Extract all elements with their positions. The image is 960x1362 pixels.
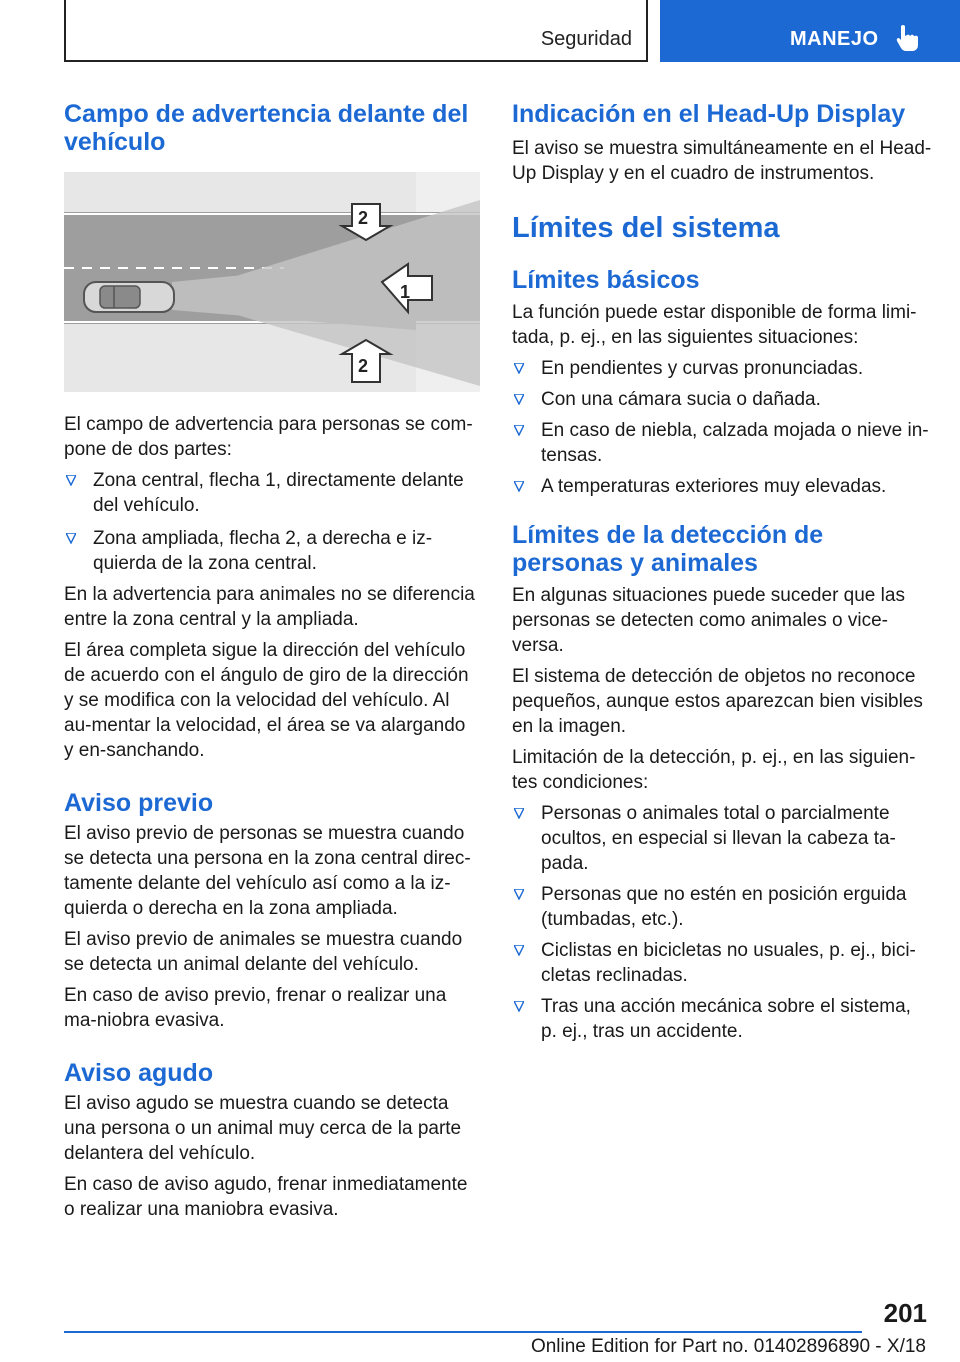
detection-paragraph-2: El sistema de detección de objetos no reconoce pequeños, aunque estos aparezcan bien visibles en la imagen. — [512, 666, 923, 737]
acute-warning-paragraph-2: En caso de aviso agudo, frenar inmediatamente o realizar una maniobra evasiva. — [64, 1174, 468, 1220]
detection-paragraph-1: En algunas situaciones puede suceder que las personas se detecten como animales o vice-versa. — [512, 585, 905, 656]
triangle-bullet-icon — [66, 533, 76, 544]
pre-warning-paragraph-1: El aviso previo de personas se muestra cuando se detecta una persona en la zona central direc-tamente delante del vehículo así como a la iz-quierda o derecha en la zona ampliada. — [64, 823, 471, 919]
list-item-text: Tras una acción mecánica sobre el sistema, p. ej., tras un accidente. — [541, 996, 911, 1042]
list-item-text: Zona central, flecha 1, directamente delante del vehículo. — [93, 470, 464, 516]
header-chapter-title: MANEJO — [790, 28, 879, 50]
arrow-zone-1-label: 1 — [400, 282, 411, 302]
page-number: 201 — [883, 1298, 927, 1328]
triangle-bullet-icon — [514, 945, 524, 956]
list-item — [512, 387, 932, 412]
header-section-box — [64, 0, 648, 62]
list-item-text: En pendientes y curvas pronunciadas. — [541, 358, 864, 379]
list-item — [512, 882, 932, 932]
detection-paragraph-3: Limitación de la detección, p. ej., en las siguien-tes condiciones: — [512, 747, 916, 793]
triangle-bullet-icon — [66, 475, 76, 486]
animals-paragraph: En la advertencia para animales no se diferencia entre la zona central y la ampliada. — [64, 584, 475, 630]
zone-list — [64, 468, 480, 576]
list-item — [64, 526, 480, 576]
list-item — [512, 801, 932, 876]
acute-warning-title: Aviso agudo — [64, 1059, 214, 1087]
list-item-text: Zona ampliada, flecha 2, a derecha e iz-quierda de la zona central. — [93, 528, 433, 574]
list-item — [512, 994, 932, 1044]
right-column — [512, 100, 932, 1044]
list-item — [64, 468, 480, 518]
triangle-bullet-icon — [514, 889, 524, 900]
triangle-bullet-icon — [514, 1001, 524, 1012]
basic-limits-title: Límites básicos — [512, 266, 700, 294]
footer-edition: Online Edition for Part no. 01402896890 - X/18 — [530, 1336, 926, 1357]
list-item-text: Personas que no estén en posición erguida (tumbadas, etc.). — [541, 884, 907, 930]
detection-limits-list — [512, 801, 932, 1044]
triangle-bullet-icon — [514, 394, 524, 405]
warning-field-diagram — [64, 172, 480, 392]
header-chapter-tab[interactable] — [660, 0, 960, 62]
area-paragraph: El área completa sigue la dirección del vehículo de acuerdo con el ángulo de giro de la dirección y se modifica con la velocidad del vehículo. Al au-mentar la velocidad, el área se va alargando y en-sanchando. — [64, 640, 469, 761]
left-column — [64, 100, 480, 1222]
basic-limits-paragraph: La función puede estar disponible de forma limi-tada, p. ej., en las siguientes situaciones: — [512, 302, 917, 348]
pre-warning-paragraph-3: En caso de aviso previo, frenar o realizar una ma-niobra evasiva. — [64, 985, 447, 1031]
pre-warning-title: Aviso previo — [64, 789, 214, 817]
list-item — [512, 356, 932, 381]
warning-field-title: Campo de advertencia delante del vehículo — [64, 100, 469, 156]
list-item — [512, 418, 932, 468]
detection-limits-title: Límites de la detección de personas y animales — [512, 521, 824, 577]
triangle-bullet-icon — [514, 363, 524, 374]
list-item-text: A temperaturas exteriores muy elevadas. — [541, 476, 887, 497]
list-item-text: En caso de niebla, calzada mojada o nieve in-tensas. — [541, 420, 929, 466]
list-item-text: Con una cámara sucia o dañada. — [541, 389, 821, 410]
basic-limits-list — [512, 356, 932, 499]
hud-paragraph: El aviso se muestra simultáneamente en el Head-Up Display y en el cuadro de instrumentos. — [512, 138, 932, 184]
list-item — [512, 938, 932, 988]
hand-pointer-icon — [895, 24, 921, 52]
car-icon — [84, 282, 174, 312]
list-item-text: Personas o animales total o parcialmente ocultos, en especial si llevan la cabeza ta-pada. — [541, 803, 896, 874]
pre-warning-paragraph-2: El aviso previo de animales se muestra cuando se detecta un animal delante del vehículo. — [64, 929, 463, 975]
acute-warning-paragraph-1: El aviso agudo se muestra cuando se detecta una persona o un animal muy cerca de la parte delantera del vehículo. — [64, 1093, 462, 1164]
intro-paragraph: El campo de advertencia para personas se com-pone de dos partes: — [64, 414, 473, 460]
footer-divider — [64, 1331, 862, 1333]
arrow-zone-2-top-label: 2 — [358, 208, 369, 228]
arrow-zone-2-bottom-label: 2 — [358, 356, 369, 376]
warning-field-illustration — [64, 172, 480, 392]
list-item-text: Ciclistas en bicicletas no usuales, p. ej., bici-cletas reclinadas. — [541, 940, 916, 986]
triangle-bullet-icon — [514, 808, 524, 819]
triangle-bullet-icon — [514, 481, 524, 492]
header-section-title: Seguridad — [540, 28, 632, 50]
triangle-bullet-icon — [514, 425, 524, 436]
hud-title: Indicación en el Head-Up Display — [512, 100, 906, 128]
list-item — [512, 474, 932, 499]
system-limits-title: Límites del sistema — [512, 212, 780, 244]
